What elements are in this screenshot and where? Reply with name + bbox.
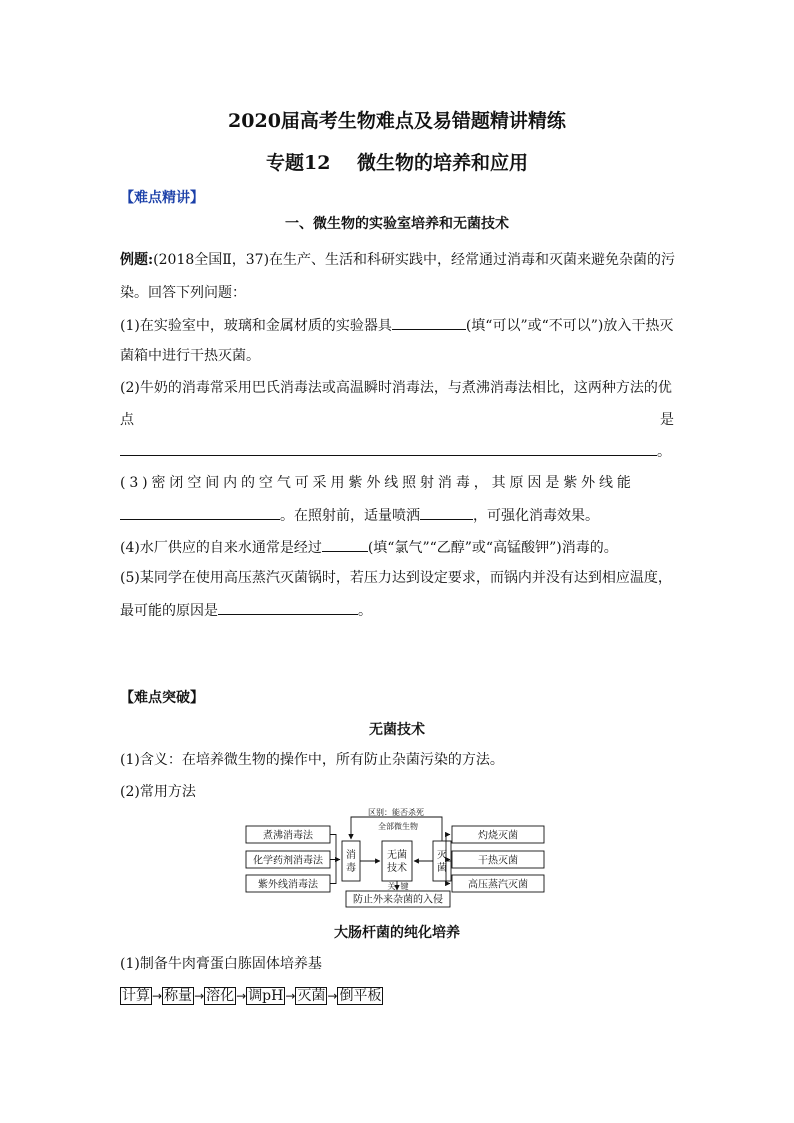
q1-text-a: (1)在实验室中，玻璃和金属材质的实验器具: [120, 318, 392, 334]
flow-step-calculate: 计算: [122, 988, 150, 1004]
methods-label: (2)常用方法: [120, 784, 196, 800]
question-2-line2: [120, 410, 674, 430]
section-heading-ecoli: 大肠杆菌的纯化培养: [334, 925, 460, 941]
flow-step-sterilize: 灭菌: [297, 988, 326, 1004]
q2-text-b: 点: [120, 412, 134, 428]
question-1-line1: [120, 315, 673, 336]
q3-answer-blank-2[interactable]: [420, 505, 473, 520]
question-3-line2: [120, 505, 599, 526]
section-heading-lab-culture: 一、微生物的实验室培养和无菌技术: [285, 216, 509, 232]
diagram-label-key: 关 键: [387, 882, 409, 891]
q3-text-b: 。在照射前，适量喷洒: [280, 508, 420, 524]
q5-text-b: 最可能的原因是: [120, 603, 218, 619]
diagram-label-sterilize: 灭菌: [437, 850, 447, 874]
flow-step-adjust-ph: 调pH: [248, 988, 284, 1004]
diagram-label-bottom: 防止外来杂菌的入侵: [353, 894, 443, 906]
section-label-difficulty: 【难点精讲】: [120, 190, 204, 206]
question-5-line2: [120, 600, 372, 621]
q2-text-a: (2)牛奶的消毒常采用巴氏消毒法或高温瞬时消毒法，与煮沸消毒法相比，这两种方法的优: [120, 380, 672, 396]
q2-end: 。: [657, 444, 671, 460]
example-label: 例题:: [120, 252, 154, 268]
q3-answer-blank-1[interactable]: [120, 505, 280, 520]
diagram-label-top: 区别：能否杀死: [368, 808, 424, 817]
section-label-breakthrough: 【难点突破】: [120, 690, 204, 706]
doc-subtitle: [0, 148, 794, 175]
flow-arrow-icon: →: [194, 989, 205, 1003]
question-2-line3: [120, 441, 671, 462]
question-4: [120, 537, 618, 558]
q2-answer-blank[interactable]: [120, 441, 657, 456]
diagram-label-dry-heat: 干热灭菌: [478, 855, 518, 867]
diagram-label-uv: 紫外线消毒法: [258, 879, 318, 891]
flow-step-weigh: 称量: [164, 988, 193, 1004]
example-intro-line1: [120, 250, 675, 270]
q5-answer-blank[interactable]: [218, 600, 358, 615]
aseptic-method-diagram: [240, 808, 550, 910]
medium-prep-flow: [120, 986, 383, 1006]
diagram-label-burning: 灼烧灭菌: [478, 830, 518, 842]
q1-answer-blank[interactable]: [392, 315, 466, 330]
q5-end: 。: [358, 603, 372, 619]
aseptic-definition: (1)含义：在培养微生物的操作中，所有防止杂菌污染的方法。: [120, 752, 504, 768]
flow-arrow-icon: →: [327, 989, 338, 1003]
q2-text-c: 是: [660, 412, 674, 428]
diagram-box-disinfect: [342, 841, 360, 881]
diagram-label-disinfect: 消毒: [346, 850, 356, 874]
q1-text-c: 菌箱中进行干热灭菌。: [120, 348, 260, 364]
q5-text-a: (5)某同学在使用高压蒸汽灭菌锅时，若压力达到设定要求，而锅内并没有达到相应温度，: [120, 570, 672, 586]
diagram-label-center: 无菌技术: [387, 850, 407, 874]
flow-step-pour-plate: 倒平板: [339, 988, 382, 1004]
diagram-label-top-2: 全部微生物: [378, 822, 418, 831]
q4-text-b: (填“氯气”“乙醇”或“高锰酸钾”)消毒的。: [367, 540, 618, 556]
q3-text-a: (3)密闭空间内的空气可采用紫外线照射消毒，其原因是紫外线能: [120, 475, 635, 491]
example-intro-1: (2018全国Ⅱ，37)在生产、生活和科研实践中，经常通过消毒和灭菌来避免杂菌的污: [153, 252, 676, 268]
q4-text-a: (4)水厂供应的自来水通常是经过: [120, 540, 322, 556]
example-intro-2: 染。回答下列问题：: [120, 285, 246, 301]
section-heading-aseptic: 无菌技术: [369, 722, 425, 738]
ecoli-step1: (1)制备牛肉膏蛋白胨固体培养基: [120, 956, 322, 972]
flow-arrow-icon: →: [285, 989, 296, 1003]
subtitle-text: 专题12 微生物的培养和应用: [266, 152, 528, 174]
diagram-label-chemical: 化学药剂消毒法: [253, 855, 323, 867]
q3-text-c: ，可强化消毒效果。: [473, 508, 599, 524]
q4-answer-blank[interactable]: [322, 537, 368, 552]
doc-title: 2020届高考生物难点及易错题精讲精练: [228, 110, 566, 132]
q1-text-b: (填“可以”或“不可以”)放入干热灭: [465, 318, 674, 334]
flow-arrow-icon: →: [236, 989, 247, 1003]
diagram-label-pressure: 高压蒸汽灭菌: [468, 879, 528, 891]
diagram-label-boiling: 煮沸消毒法: [263, 830, 313, 842]
diagram-box-center: [382, 841, 412, 881]
flow-arrow-icon: →: [152, 989, 163, 1003]
flow-step-dissolve: 溶化: [206, 988, 235, 1004]
